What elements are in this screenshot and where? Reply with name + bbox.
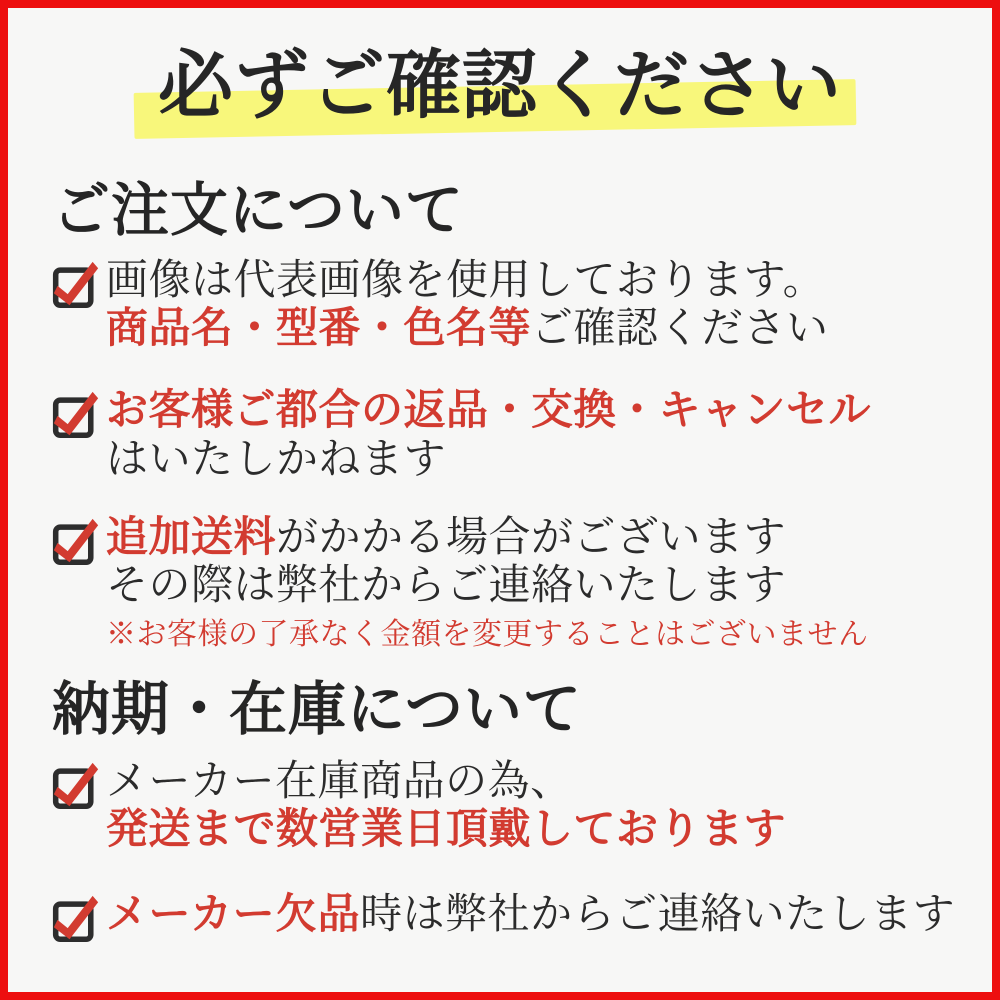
item-line	[106, 758, 786, 806]
checklist-item	[52, 514, 992, 654]
item-line	[106, 891, 955, 939]
section-heading-orders: ご注文について	[52, 178, 464, 243]
text-segment-emphasis: 発送まで数営業日頂戴しております	[106, 807, 787, 854]
page-title-text: 必ずご確認ください	[157, 45, 842, 128]
text-segment: 時は弊社からご連絡いたします	[360, 891, 956, 938]
item-text	[106, 758, 786, 855]
checklist-item	[52, 257, 992, 354]
text-segment-emphasis: メーカー欠品	[106, 891, 361, 938]
checklist-item	[52, 387, 992, 484]
text-segment: 画像は代表画像を使用しております。	[106, 257, 826, 304]
item-line	[106, 806, 786, 854]
text-segment: ご確認ください	[531, 305, 829, 352]
item-line	[106, 562, 869, 610]
text-segment-emphasis: お客様ご都合の返品・交換・キャンセル	[106, 388, 872, 435]
item-line	[106, 436, 871, 484]
text-segment-emphasis: 追加送料	[106, 514, 277, 561]
section-heading-delivery-stock: 納期・在庫について	[52, 677, 582, 743]
item-text	[106, 891, 955, 939]
text-segment: その際は弊社からご連絡いたします	[106, 563, 787, 610]
checked-checkbox-icon	[52, 891, 100, 945]
checked-checkbox-icon	[52, 387, 100, 441]
checklist-item	[52, 891, 992, 945]
item-text	[106, 387, 871, 484]
text-segment: メーカー在庫商品の為、	[106, 759, 573, 806]
title-row	[8, 42, 992, 132]
text-segment-emphasis: 商品名・型番・色名等	[106, 305, 532, 352]
item-line	[106, 387, 871, 435]
text-segment: はいたしかねます	[106, 436, 447, 483]
checked-checkbox-icon	[52, 758, 100, 812]
item-text	[106, 514, 869, 654]
item-text	[106, 257, 829, 354]
checklist-item	[52, 758, 992, 855]
item-line	[106, 257, 829, 305]
note-text: ※お客様の了承なく金額を変更することはございません	[106, 618, 869, 652]
page-title	[158, 42, 842, 132]
item-line	[106, 514, 869, 562]
text-segment: がかかる場合がございます	[276, 514, 787, 561]
item-line	[106, 305, 829, 353]
checked-checkbox-icon	[52, 257, 100, 311]
checked-checkbox-icon	[52, 514, 100, 568]
